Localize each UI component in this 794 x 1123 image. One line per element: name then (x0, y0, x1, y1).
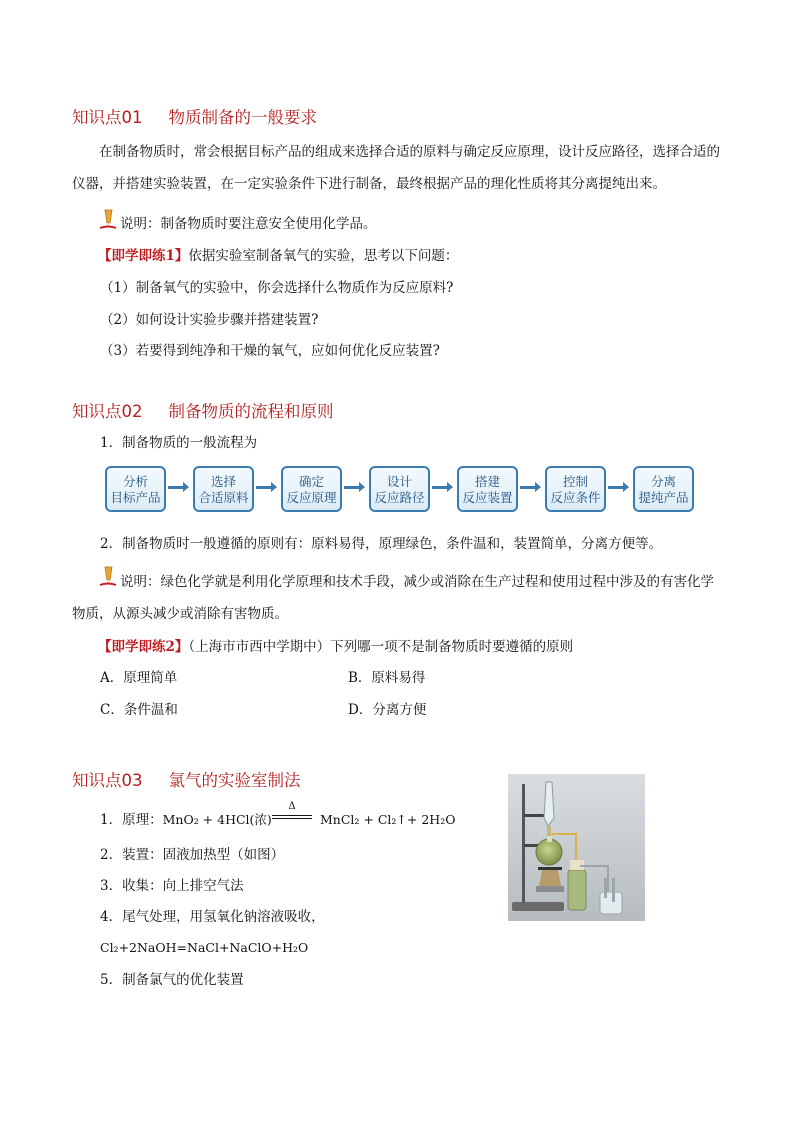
flow-arrow-icon (608, 486, 624, 489)
section-heading-2 (72, 398, 334, 422)
chlorine-apparatus-photo (508, 774, 645, 921)
flow-step: 确定 反应原理 (281, 466, 342, 512)
green-chem-note: 说明：绿色化学就是利用化学原理和技术手段，减少或消除在生产过程和使用过程中涉及的有害化学物质，从源头减少或消除有害物质。 (72, 574, 714, 622)
flow-arrow-icon (344, 486, 360, 489)
reaction-equation: 1．原理：MnO₂ + 4HCl(浓) (100, 812, 272, 828)
option-b: B．原料易得 (348, 670, 426, 686)
tail-gas-equation: Cl₂+2NaOH=NaCl+NaClO+H₂O (100, 940, 309, 955)
section-number: 知识点01 (72, 108, 143, 127)
section-title: 物质制备的一般要求 (168, 108, 317, 127)
flow-step: 控制 反应条件 (545, 466, 606, 512)
flow-arrow-icon (256, 486, 272, 489)
flow-step: 设计 反应路径 (369, 466, 430, 512)
intro-paragraph: 在制备物质时，常会根据目标产品的组成来选择合适的原料与确定反应原理，设计反应路径，选择合适的仪器，并搭建实验装置，在一定实验条件下进行制备，最终根据产品的理化性质将其分离提纯出来。 (72, 144, 720, 192)
section-number: 知识点02 (72, 402, 143, 421)
exercise-2 (98, 637, 573, 657)
flow-step: 分析 目标产品 (105, 466, 166, 512)
pencil-note-icon (99, 208, 117, 230)
section-title: 氯气的实验室制法 (168, 771, 301, 790)
option-d: D．分离方便 (348, 702, 427, 718)
exercise-1 (98, 246, 458, 266)
note-row-1 (99, 208, 117, 234)
section-number: 知识点03 (72, 771, 143, 790)
eq-products: MnCl₂ + Cl₂↑+ 2H₂O (320, 812, 456, 827)
flow-step: 分离 提纯产品 (633, 466, 694, 512)
exercise-text: （上海市市西中学期中）下列哪一项不是制备物质时要遵循的原则 (188, 639, 574, 655)
exercise-text: 依据实验室制备氧气的实验，思考以下问题： (188, 248, 459, 264)
optimized-apparatus-text: 5．制备氯气的优化装置 (100, 972, 244, 988)
question-3: （3）若要得到纯净和干燥的氧气，应如何优化反应装置? (100, 343, 440, 359)
section-title: 制备物质的流程和原则 (168, 402, 334, 421)
eq-condition: Δ (288, 801, 296, 812)
flow-step: 选择 合适原料 (193, 466, 254, 512)
principles-text: 2．制备物质时一般遵循的原则有：原料易得，原理绿色，条件温和，装置简单，分离方便等。 (100, 536, 663, 552)
section-heading-3 (72, 767, 301, 791)
exercise-label: 【即学即练1】 (98, 248, 189, 264)
eq-arrow (272, 802, 312, 819)
exercise-label: 【即学即练2】 (98, 639, 189, 655)
eq-reactants: MnO₂ + 4HCl(浓) (162, 812, 272, 827)
flow-arrow-icon (168, 486, 184, 489)
flow-arrow-icon (520, 486, 536, 489)
tail-gas-text: 4．尾气处理，用氢氧化钠溶液吸收， (100, 909, 325, 925)
section-heading-1 (72, 104, 317, 128)
question-1: （1）制备氧气的实验中，你会选择什么物质作为反应原料? (100, 280, 454, 296)
note-text: 说明：制备物质时要注意安全使用化学品。 (120, 216, 377, 232)
apparatus-text: 2．装置：固液加热型（如图） (100, 847, 285, 863)
flow-step: 搭建 反应装置 (457, 466, 518, 512)
question-2: （2）如何设计实验步骤并搭建装置? (100, 312, 319, 328)
option-a: A．原理简单 (100, 670, 178, 686)
collection-text: 3．收集：向上排空气法 (100, 878, 244, 894)
flow-intro: 1．制备物质的一般流程为 (100, 435, 258, 451)
flow-arrow-icon (432, 486, 448, 489)
option-c: C．条件温和 (100, 702, 178, 718)
